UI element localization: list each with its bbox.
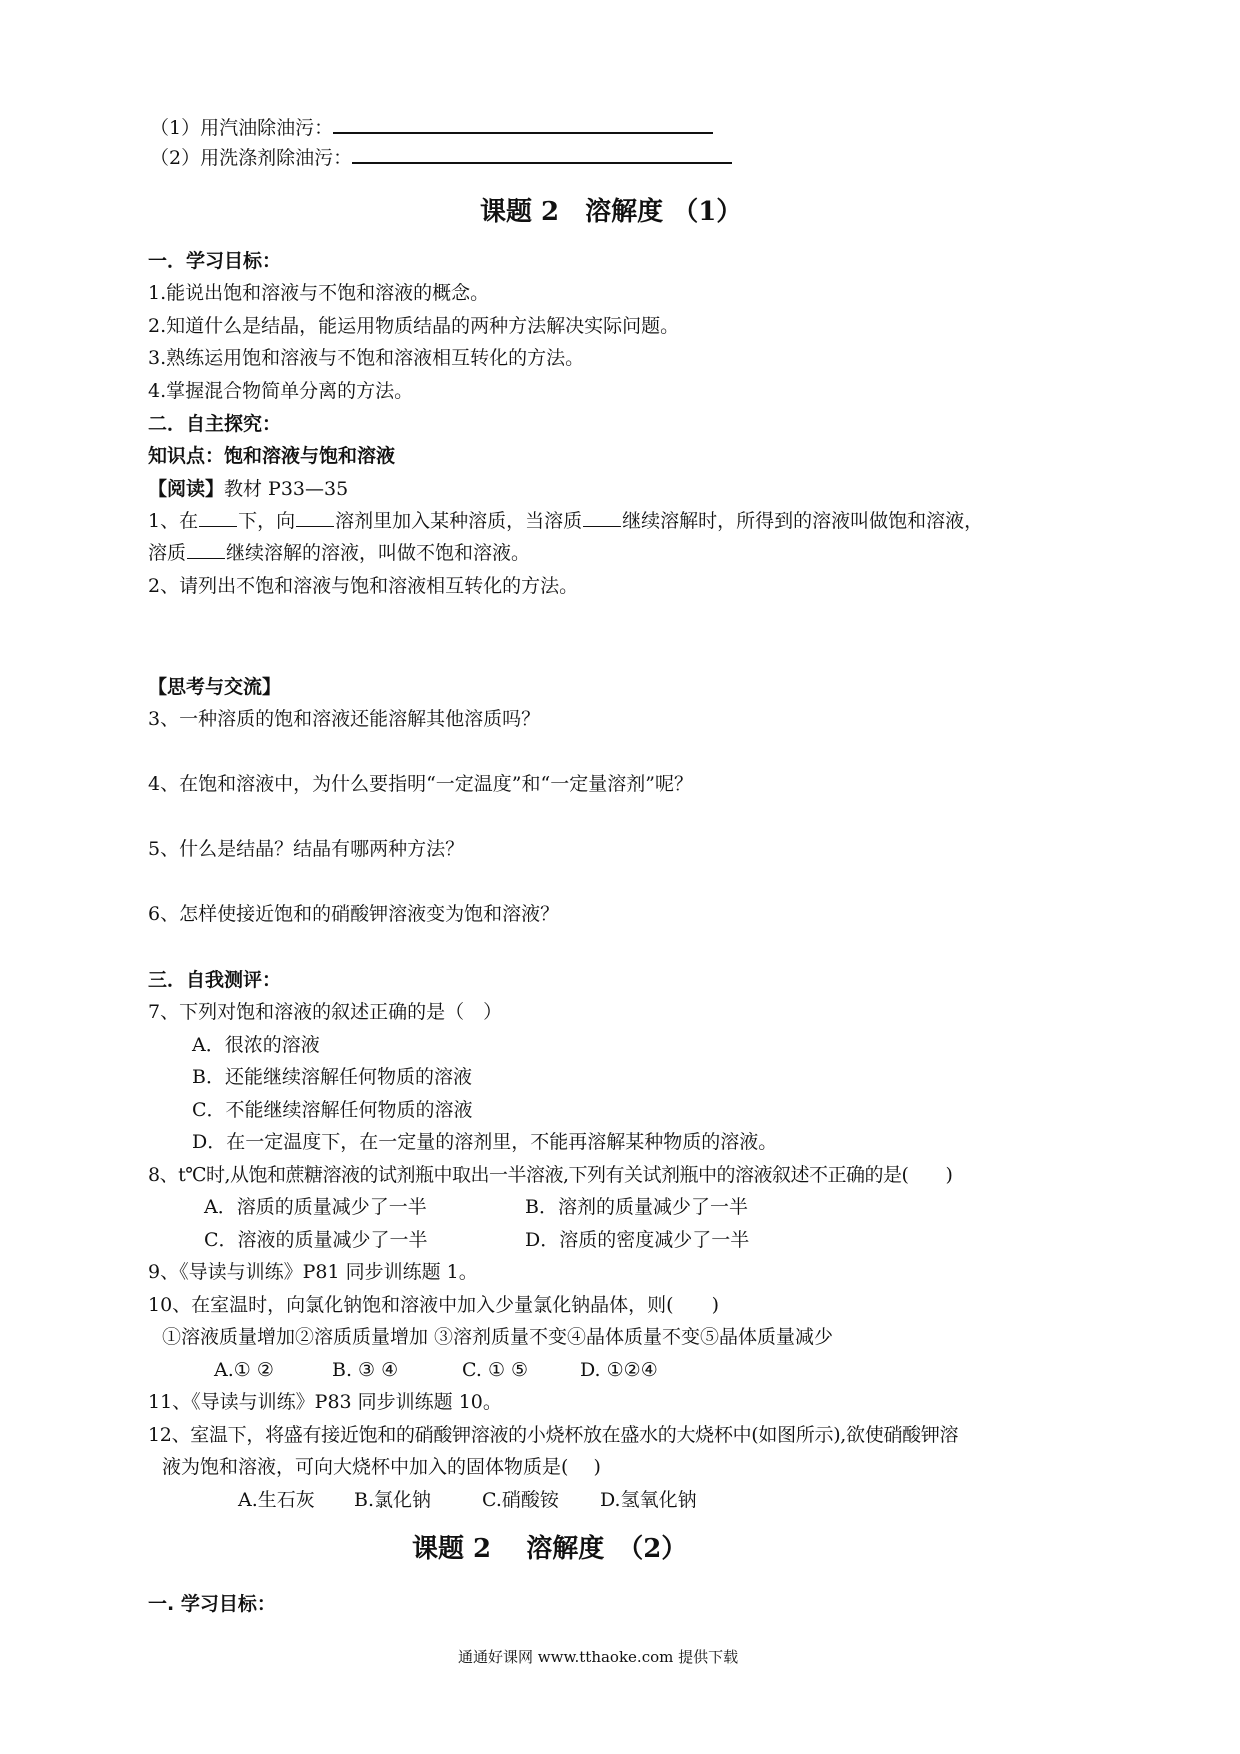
question-10-statements: ①溶液质量增加②溶质质量增加 ③溶剂质量不变④晶体质量不变⑤晶体质量减少 (162, 1326, 834, 1348)
fill-blank[interactable] (583, 510, 621, 527)
question-7: 7、下列对饱和溶液的叙述正确的是（ ） (148, 1001, 503, 1023)
text: 继续溶解时，所得到的溶液叫做饱和溶液， (622, 510, 984, 532)
reading-line (148, 475, 348, 503)
knowledge-point: 知识点：饱和溶液与饱和溶液 (148, 445, 396, 467)
question-9: 9、《导读与训练》P81 同步训练题 1。 (148, 1261, 478, 1283)
option-b: B. ③ ④ (332, 1359, 399, 1381)
question-8: 8、t℃时,从饱和蔗糖溶液的试剂瓶中取出一半溶液,下列有关试剂瓶中的溶液叙述不正确的是( ) (148, 1164, 953, 1186)
section-heading: 三．自我测评： (148, 969, 282, 991)
option-c: C．溶液的质量减少了一半 (204, 1229, 428, 1251)
answer-blank[interactable] (333, 116, 713, 134)
reading-text: 教材 P33—35 (224, 478, 349, 500)
question-11: 11、《导读与训练》P83 同步训练题 10。 (148, 1391, 502, 1413)
text: 1、在 (148, 510, 199, 532)
question-6: 6、怎样使接近饱和的硝酸钾溶液变为饱和溶液？ (148, 903, 560, 925)
question-1-line-2 (148, 539, 530, 567)
option-b: B.氯化钠 (354, 1489, 432, 1511)
option-c: C. ① ⑤ (462, 1359, 529, 1381)
question-10: 10、在室温时，向氯化钠饱和溶液中加入少量氯化钠晶体，则( ) (148, 1294, 720, 1316)
question-2: 2、请列出不饱和溶液与饱和溶液相互转化的方法。 (148, 575, 579, 597)
question-1-line-1 (148, 507, 983, 535)
objective-item: 1.能说出饱和溶液与不饱和溶液的概念。 (148, 282, 490, 304)
question-text: （2）用洗涤剂除油污： (150, 147, 353, 169)
fill-blank[interactable] (296, 510, 334, 527)
text: 溶剂里加入某种溶质，当溶质 (335, 510, 583, 532)
option-a: A.① ② (214, 1359, 274, 1381)
section-heading: 一. 学习目标： (148, 1593, 276, 1615)
option-d: D．在一定温度下，在一定量的溶剂里，不能再溶解某种物质的溶液。 (192, 1131, 778, 1153)
option-a: A．很浓的溶液 (192, 1034, 320, 1056)
question-line-2 (150, 144, 732, 172)
answer-blank[interactable] (352, 146, 732, 164)
option-a: A．溶质的质量减少了一半 (204, 1196, 427, 1218)
question-12-line-1: 12、室温下，将盛有接近饱和的硝酸钾溶液的小烧杯放在盛水的大烧杯中(如图所示),欲使硝酸钾溶 (148, 1424, 959, 1446)
option-b: B．还能继续溶解任何物质的溶液 (192, 1066, 472, 1088)
option-d: D. ①②④ (580, 1359, 658, 1381)
fill-blank[interactable] (199, 510, 237, 527)
option-a: A.生石灰 (238, 1489, 315, 1511)
option-b: B．溶剂的质量减少了一半 (525, 1196, 748, 1218)
option-c: C.硝酸铵 (482, 1489, 559, 1511)
objective-item: 4.掌握混合物简单分离的方法。 (148, 380, 414, 402)
option-d: D.氢氧化钠 (600, 1489, 697, 1511)
text: 继续溶解的溶液，叫做不饱和溶液。 (226, 542, 531, 564)
question-12-line-2: 液为饱和溶液，可向大烧杯中加入的固体物质是( ) (162, 1456, 601, 1478)
option-c: C．不能继续溶解任何物质的溶液 (192, 1099, 473, 1121)
question-3: 3、一种溶质的饱和溶液还能溶解其他溶质吗？ (148, 708, 541, 730)
fill-blank[interactable] (187, 542, 225, 559)
think-heading: 【思考与交流】 (148, 676, 282, 698)
page-footer: 通通好课网 www.tthaoke.com 提供下载 (458, 1648, 739, 1666)
question-5: 5、什么是结晶？结晶有哪两种方法？ (148, 838, 465, 860)
question-line-1 (150, 114, 713, 142)
text: 下，向 (238, 510, 296, 532)
section-title: 课题 2 溶解度 （1） (480, 197, 743, 227)
option-d: D．溶质的密度减少了一半 (525, 1229, 750, 1251)
question-4: 4、在饱和溶液中，为什么要指明“一定温度”和“一定量溶剂”呢？ (148, 773, 693, 795)
question-text: （1）用汽油除油污： (150, 117, 334, 139)
section-title: 课题 2 溶解度 （2） (412, 1534, 688, 1564)
objective-item: 3.熟练运用饱和溶液与不饱和溶液相互转化的方法。 (148, 347, 585, 369)
text: 溶质 (148, 542, 187, 564)
section-heading: 一．学习目标： (148, 250, 282, 272)
objective-item: 2.知道什么是结晶，能运用物质结晶的两种方法解决实际问题。 (148, 315, 680, 337)
section-heading: 二．自主探究： (148, 413, 282, 435)
reading-tag: 【阅读】 (148, 478, 225, 500)
